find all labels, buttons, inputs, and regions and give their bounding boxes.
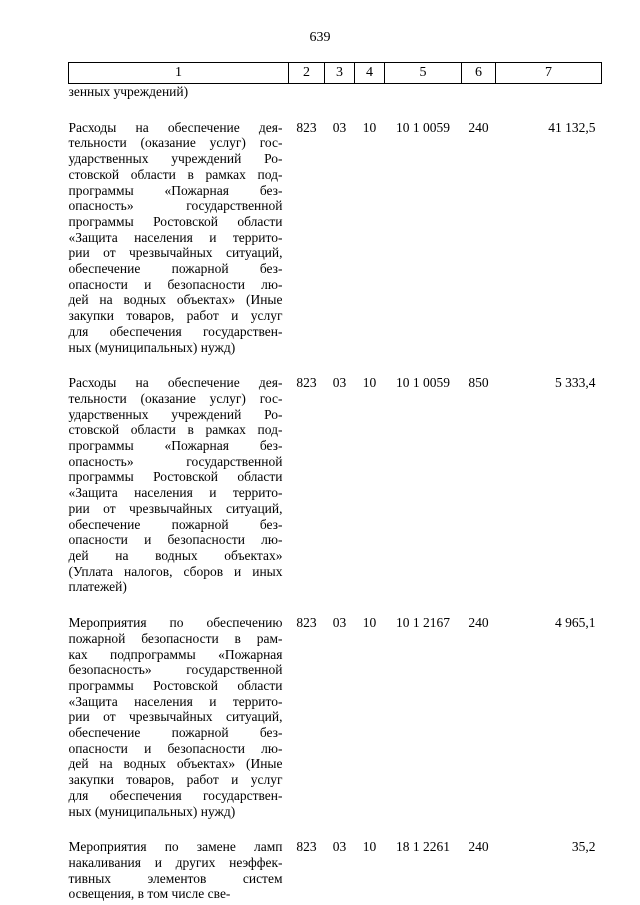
page-number: 639 [309, 30, 331, 45]
description-line: ных (муниципальных) нужд) [68, 339, 236, 355]
row-spacer [69, 819, 602, 839]
description-line: Мероприятия по обеспечению [68, 615, 283, 631]
description-line: (Уплата налогов, сборов и иных [68, 563, 283, 579]
target-article-code: 10 1 2167 [396, 615, 450, 631]
description-line: безопасность» государственной [68, 662, 283, 678]
description-line: программы Ростовской области [68, 213, 283, 229]
row-spacer [69, 100, 602, 120]
expense-type-code: 240 [468, 615, 489, 631]
description-line: рии от чрезвычайных ситуаций, [68, 245, 283, 261]
column-header-4: 4 [355, 63, 385, 84]
description-line: обеспечение пожарной без- [68, 725, 283, 741]
ministry-code: 823 [296, 119, 317, 135]
description-line: ударственных учреждений Ро- [68, 406, 283, 422]
section-code: 03 [332, 375, 347, 391]
description-line: опасности и безопасности лю- [68, 740, 283, 756]
subsection-code: 10 [362, 375, 377, 391]
description-line: пожарной безопасности в рам- [68, 630, 283, 646]
table-body [69, 84, 602, 903]
description-line: закупки товаров, работ и услуг [68, 772, 283, 788]
description-line: для обеспечения государствен- [68, 787, 283, 803]
amount-value: 35,2 [571, 839, 596, 855]
row-spacer [69, 355, 602, 375]
continuation-text [69, 84, 289, 100]
description-line: обеспечение пожарной без- [68, 516, 283, 532]
target-article-code: 10 1 0059 [396, 119, 450, 135]
description-line: программы Ростовской области [68, 677, 283, 693]
description-line: тивных элементов систем [68, 870, 283, 886]
description-line: освещения, в том числе све- [68, 886, 231, 902]
description-line: рии от чрезвычайных ситуаций, [68, 500, 283, 516]
description-line: опасности и безопасности лю- [68, 532, 283, 548]
expense-type-code: 240 [468, 119, 489, 135]
description-line: для обеспечения государствен- [68, 323, 283, 339]
description-line: накаливания и других неэффек- [68, 854, 283, 870]
description-line: опасность» государственной [68, 198, 283, 214]
continuation-line: зенных учреждений) [68, 84, 189, 99]
description-line: стовской области в рамках под- [68, 422, 283, 438]
description-line: программы «Пожарная без- [68, 182, 283, 198]
table-row [69, 839, 602, 902]
description-line: дей на водных объектах» [68, 547, 283, 563]
description-line: ных (муниципальных) нужд) [68, 803, 236, 819]
column-header-2: 2 [289, 63, 325, 84]
amount-value: 5 333,4 [555, 375, 596, 391]
description-line: ках подпрограммы «Пожарная [68, 646, 283, 662]
description-line: стовской области в рамках под- [68, 166, 283, 182]
description-line: рии от чрезвычайных ситуаций, [68, 709, 283, 725]
subsection-code: 10 [362, 119, 377, 135]
continuation-row [69, 84, 602, 100]
description-line: дей на водных объектах» (Иные [68, 756, 283, 772]
subsection-code: 10 [362, 615, 377, 631]
description-line: опасность» государственной [68, 453, 283, 469]
row-description [69, 615, 289, 819]
amount-value: 41 132,5 [548, 119, 596, 135]
description-line: закупки товаров, работ и услуг [68, 308, 283, 324]
budget-table [68, 62, 602, 902]
description-line: тельности (оказание услуг) гос- [68, 135, 283, 151]
description-line: «Защита населения и террито- [68, 229, 283, 245]
description-line: ударственных учреждений Ро- [68, 151, 283, 167]
description-line: программы Ростовской области [68, 469, 283, 485]
section-code: 03 [332, 839, 347, 855]
target-article-code: 10 1 0059 [396, 375, 450, 391]
description-line: Мероприятия по замене ламп [68, 839, 283, 855]
column-header-3: 3 [325, 63, 355, 84]
amount-value: 4 965,1 [555, 615, 596, 631]
description-line: Расходы на обеспечение дея- [68, 375, 283, 391]
section-code: 03 [332, 119, 347, 135]
ministry-code: 823 [296, 839, 317, 855]
ministry-code: 823 [296, 375, 317, 391]
target-article-code: 18 1 2261 [396, 839, 450, 855]
ministry-code: 823 [296, 615, 317, 631]
description-line: программы «Пожарная без- [68, 438, 283, 454]
description-line: обеспечение пожарной без- [68, 261, 283, 277]
row-description [69, 839, 289, 902]
row-description [69, 375, 289, 595]
expense-type-code: 850 [468, 375, 489, 391]
description-line: платежей) [68, 579, 127, 595]
section-code: 03 [332, 615, 347, 631]
table-row [69, 615, 602, 819]
expense-type-code: 240 [468, 839, 489, 855]
column-header-7: 7 [496, 63, 602, 84]
row-description [69, 120, 289, 356]
subsection-code: 10 [362, 839, 377, 855]
table-row [69, 120, 602, 356]
description-line: Расходы на обеспечение дея- [68, 119, 283, 135]
table-row [69, 375, 602, 595]
description-line: «Защита населения и террито- [68, 693, 283, 709]
description-line: тельности (оказание услуг) гос- [68, 390, 283, 406]
column-header-1: 1 [69, 63, 289, 84]
row-spacer [69, 595, 602, 615]
description-line: дей на водных объектах» (Иные [68, 292, 283, 308]
column-header-5: 5 [385, 63, 462, 84]
header-row [69, 63, 602, 84]
description-line: «Защита населения и террито- [68, 485, 283, 501]
column-header-6: 6 [462, 63, 496, 84]
description-line: опасности и безопасности лю- [68, 276, 283, 292]
